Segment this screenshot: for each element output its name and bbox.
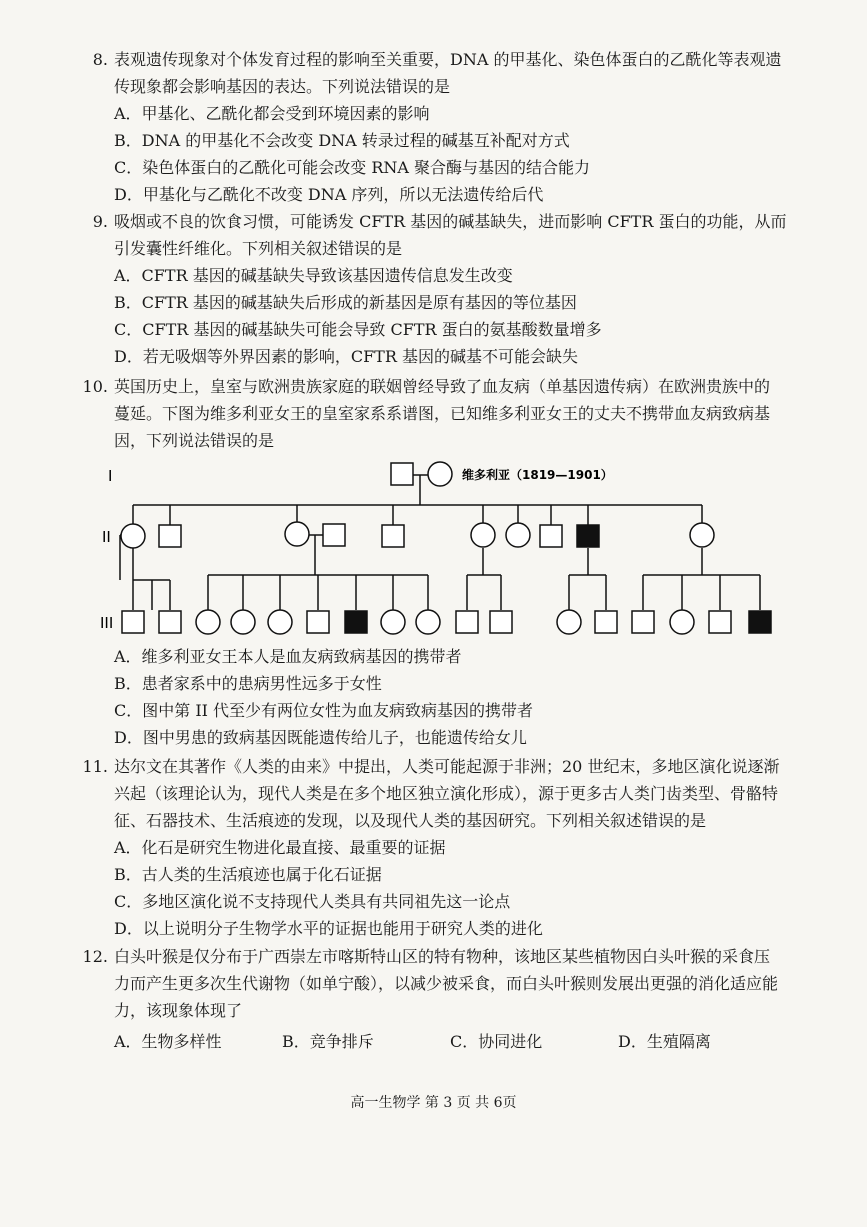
question-stem-cont: 引发囊性纤维化。下列相关叙述错误的是 xyxy=(114,239,403,258)
female-symbol xyxy=(690,523,714,547)
question-number: 8. xyxy=(92,50,108,69)
question-stem: 吸烟或不良的饮食习惯，可能诱发 CFTR 基因的碱基缺失，进而影响 CFTR 蛋白的功能，从而 xyxy=(114,212,787,231)
male-symbol xyxy=(490,611,512,633)
option-d: D．生殖隔离 xyxy=(618,1032,711,1051)
generation-label: I xyxy=(108,467,113,485)
female-symbol xyxy=(670,610,694,634)
option-a: A．甲基化、乙酰化都会受到环境因素的影响 xyxy=(114,104,430,123)
female-symbol xyxy=(285,522,309,546)
question-stem-cont: 兴起（该理论认为，现代人类是在多个地区独立演化形成），源于更多古人类门齿类型、骨骼特 xyxy=(114,784,779,803)
female-symbol xyxy=(506,523,530,547)
male-symbol xyxy=(307,611,329,633)
question-stem-cont: 传现象都会影响基因的表达。下列说法错误的是 xyxy=(114,77,451,96)
male-symbol xyxy=(391,463,413,485)
option-a: A．CFTR 基因的碱基缺失导致该基因遗传信息发生改变 xyxy=(114,266,513,285)
question-10 xyxy=(78,373,813,454)
option-c: C．染色体蛋白的乙酰化可能会改变 RNA 聚合酶与基因的结合能力 xyxy=(114,158,591,177)
pedigree-diagram xyxy=(0,450,867,646)
female-symbol xyxy=(121,524,145,548)
question-number: 9. xyxy=(92,212,108,231)
option-a: A．维多利亚女王本人是血友病致病基因的携带者 xyxy=(114,647,462,666)
option-a: A．化石是研究生物进化最直接、最重要的证据 xyxy=(114,838,446,857)
male-symbol xyxy=(709,611,731,633)
affected-male-symbol xyxy=(345,611,367,633)
option-b: B．竞争排斥 xyxy=(282,1032,374,1051)
option-d: D．以上说明分子生物学水平的证据也能用于研究人类的进化 xyxy=(114,919,543,938)
option-d: D．若无吸烟等外界因素的影响，CFTR 基因的碱基不可能会缺失 xyxy=(114,347,578,366)
option-b: B．患者家系中的患病男性远多于女性 xyxy=(114,674,382,693)
question-12 xyxy=(78,943,813,1055)
male-symbol xyxy=(159,525,181,547)
option-b: B．CFTR 基因的碱基缺失后形成的新基因是原有基因的等位基因 xyxy=(114,293,577,312)
male-symbol xyxy=(632,611,654,633)
generation-label: III xyxy=(100,614,114,632)
option-c: C．多地区演化说不支持现代人类具有共同祖先这一论点 xyxy=(114,892,511,911)
question-number: 12. xyxy=(82,947,108,966)
male-symbol xyxy=(122,611,144,633)
male-symbol xyxy=(456,611,478,633)
question-stem: 表观遗传现象对个体发育过程的影响至关重要，DNA 的甲基化、染色体蛋白的乙酰化等表观遗 xyxy=(114,50,782,69)
question-stem-cont: 因，下列说法错误的是 xyxy=(114,431,275,450)
question-10-options xyxy=(78,643,813,751)
question-number: 11. xyxy=(82,757,108,776)
question-stem-cont: 蔓延。下图为维多利亚女王的皇室家系系谱图，已知维多利亚女王的丈夫不携带血友病致病基 xyxy=(114,404,771,423)
female-symbol xyxy=(557,610,581,634)
option-c: C．协同进化 xyxy=(450,1032,543,1051)
female-symbol xyxy=(416,610,440,634)
female-symbol xyxy=(428,462,452,486)
question-stem-cont: 力，该现象体现了 xyxy=(114,1001,243,1020)
question-stem: 达尔文在其著作《人类的由来》中提出，人类可能起源于非洲；20 世纪末，多地区演化说逐渐 xyxy=(114,757,780,776)
affected-male-symbol xyxy=(749,611,771,633)
question-9 xyxy=(78,208,813,370)
male-symbol xyxy=(159,611,181,633)
question-stem-cont: 征、石器技术、生活痕迹的发现，以及现代人类的基因研究。下列相关叙述错误的是 xyxy=(114,811,707,830)
question-stem: 英国历史上，皇室与欧洲贵族家庭的联姻曾经导致了血友病（单基因遗传病）在欧洲贵族中的 xyxy=(114,377,771,396)
option-b: B．古人类的生活痕迹也属于化石证据 xyxy=(114,865,382,884)
male-symbol xyxy=(382,525,404,547)
queen-label: 维多利亚（1819—1901） xyxy=(462,468,613,482)
female-symbol xyxy=(231,610,255,634)
female-symbol xyxy=(381,610,405,634)
female-symbol xyxy=(196,610,220,634)
options-row xyxy=(78,1028,813,1055)
option-a: A．生物多样性 xyxy=(114,1032,222,1051)
female-symbol xyxy=(268,610,292,634)
male-symbol xyxy=(540,525,562,547)
male-symbol xyxy=(323,524,345,546)
option-c: C．图中第 II 代至少有两位女性为血友病致病基因的携带者 xyxy=(114,701,534,720)
generation-label: II xyxy=(102,528,111,546)
question-stem-cont: 力而产生更多次生代谢物（如单宁酸），以减少被采食，而白头叶猴则发展出更强的消化适应能 xyxy=(114,974,779,993)
option-c: C．CFTR 基因的碱基缺失可能会导致 CFTR 蛋白的氨基酸数量增多 xyxy=(114,320,602,339)
option-d: D．甲基化与乙酰化不改变 DNA 序列，所以无法遗传给后代 xyxy=(114,185,544,204)
question-11 xyxy=(78,753,813,942)
affected-male-symbol xyxy=(577,525,599,547)
question-stem: 白头叶猴是仅分布于广西崇左市喀斯特山区的特有物种，该地区某些植物因白头叶猴的采食压 xyxy=(114,947,771,966)
question-8 xyxy=(78,46,813,208)
option-d: D．图中男患的致病基因既能遗传给儿子，也能遗传给女儿 xyxy=(114,728,527,747)
page-footer: 高一生物学 第 3 页 共 6页 xyxy=(350,1095,517,1111)
male-symbol xyxy=(595,611,617,633)
question-number: 10. xyxy=(82,377,108,396)
option-b: B．DNA 的甲基化不会改变 DNA 转录过程的碱基互补配对方式 xyxy=(114,131,570,150)
female-symbol xyxy=(471,523,495,547)
